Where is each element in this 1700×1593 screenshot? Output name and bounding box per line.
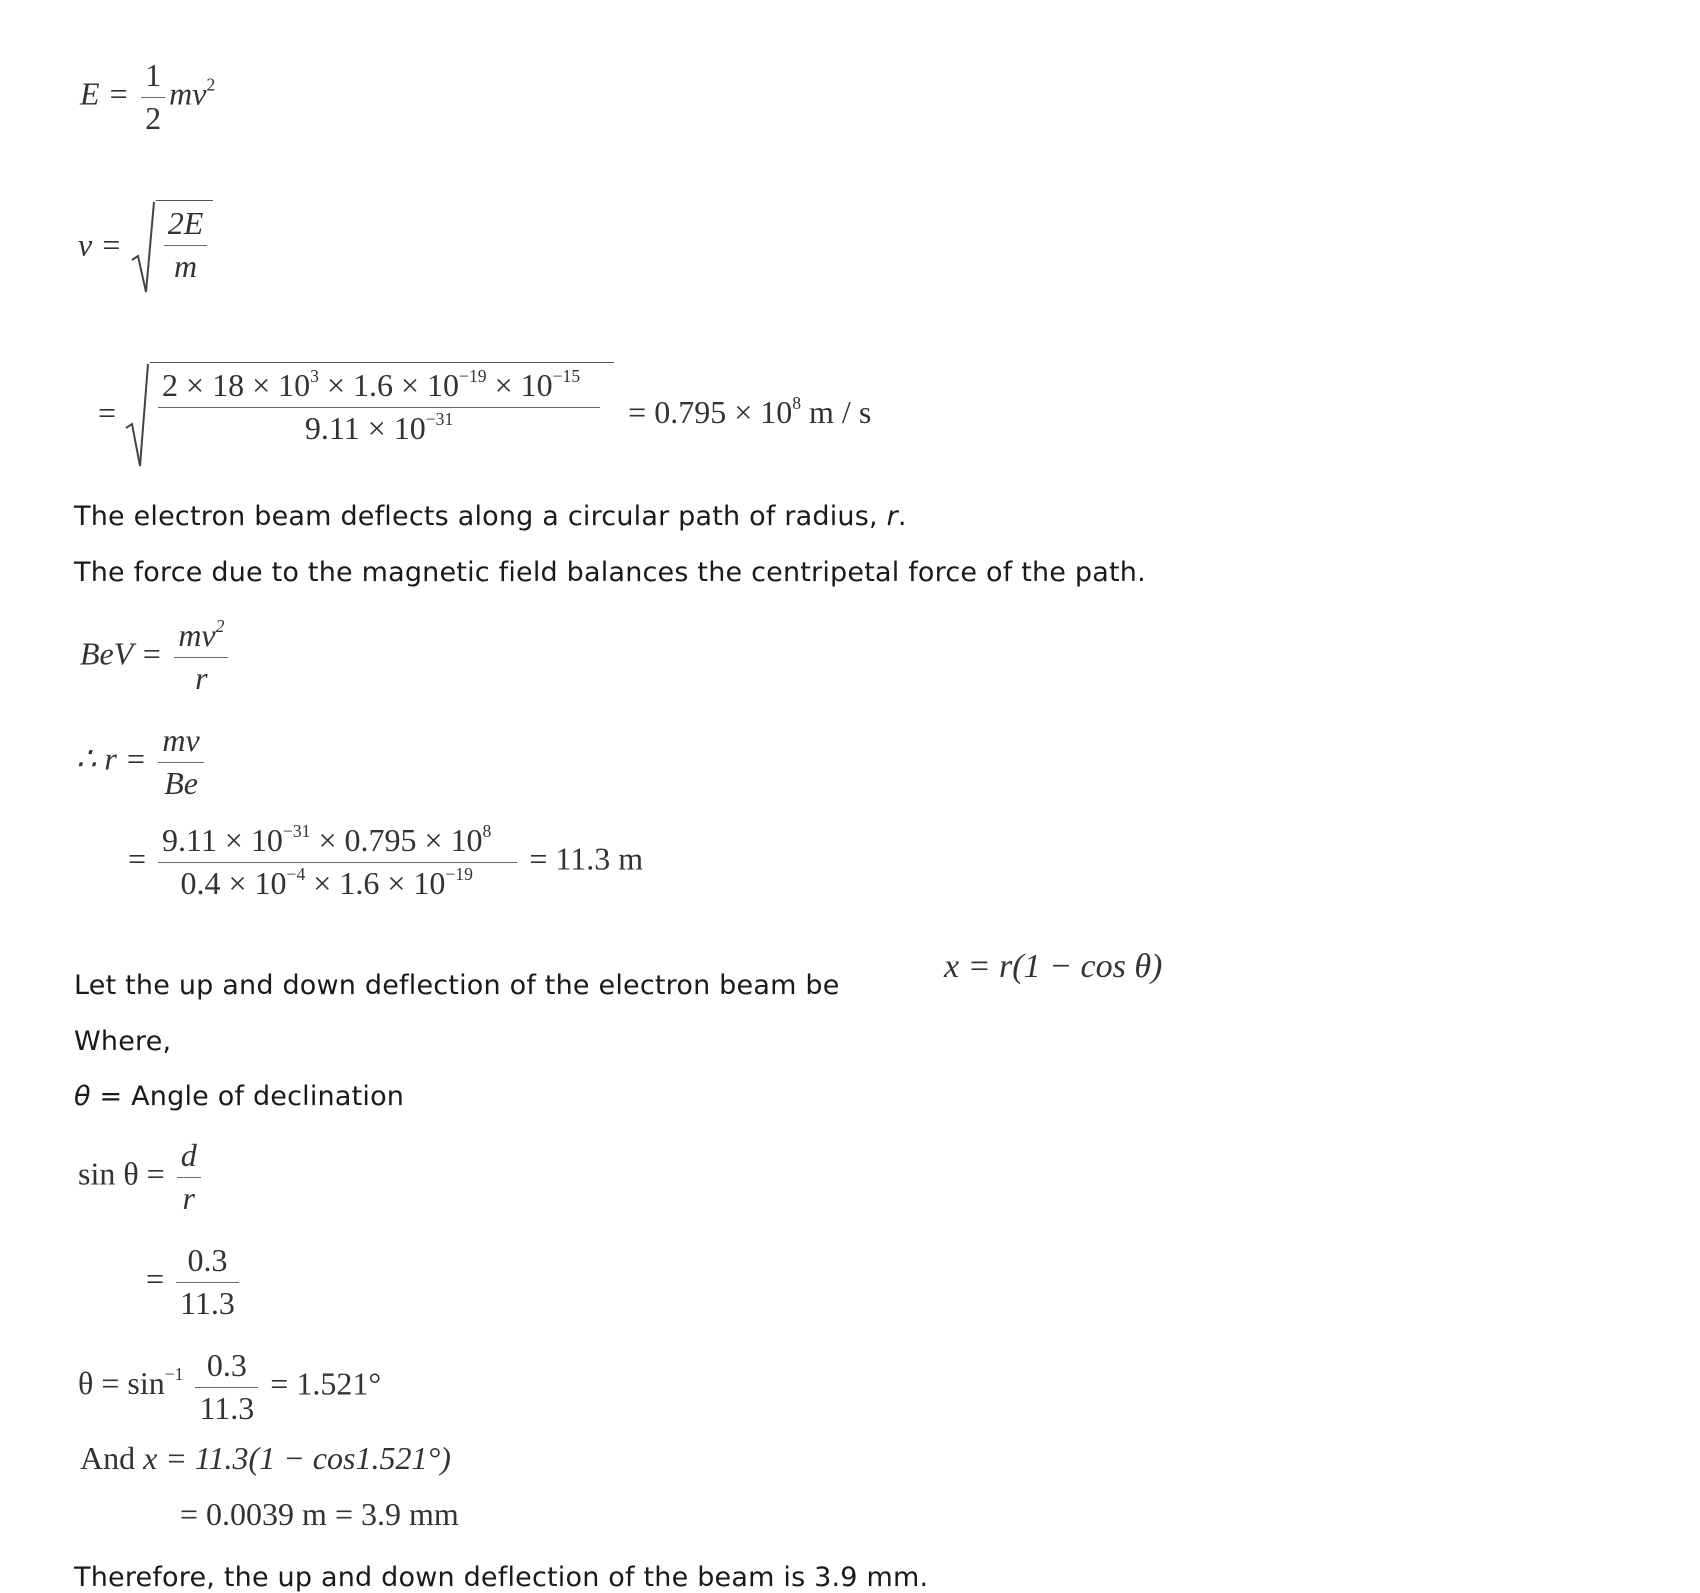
fraction-half: $\frac{1}{2}$ xyxy=(141,55,165,139)
equation-x-substituted: And x = 11.3(1 − cos1.521°) xyxy=(80,1440,451,1476)
theta-result: = 1.521° xyxy=(270,1365,382,1402)
text-where: Where, xyxy=(74,1026,172,1057)
equation-deflection-x: x = r(1 − cos θ) xyxy=(944,948,1163,985)
equation-velocity-calculation: = $\frac{2 \times 18 \times 10^3 \times 1.6 \times 10^{-19} \times 10^{-15}}{9.11 \times 10^{-31}}$ = $0.795 \times 10^8$ m / s xyxy=(98,362,871,470)
velocity-result: = $0.795 \times 10^8$ m / s xyxy=(628,393,872,431)
radical: $\frac{2E}{m}$ xyxy=(130,200,214,296)
radical-sign-icon xyxy=(130,200,156,296)
equation-sin-theta: sin θ = $\frac{d}{r}$ xyxy=(78,1135,205,1219)
radius-result: = 11.3 m xyxy=(529,840,644,877)
text-conclusion: Therefore, the up and down deflection of the beam is 3.9 mm. xyxy=(74,1562,929,1593)
text-electron-deflects: The electron beam deflects along a circular path of radius, r. xyxy=(74,501,907,532)
radical-sign-icon xyxy=(124,362,150,470)
radical-large: $\frac{2 \times 18 \times 10^3 \times 1.6 \times 10^{-19} \times 10^{-15}}{9.11 \times 10^{-31}}$ xyxy=(124,362,614,470)
equation-kinetic-energy: E = $\frac{1}{2}$ $mv^2$ xyxy=(80,55,215,139)
equation-x-final: = 0.0039 m = 3.9 mm xyxy=(180,1496,459,1532)
equation-radius: ∴ r = $\frac{mv}{Be}$ xyxy=(76,720,208,804)
equation-sin-value: = $\frac{0.3}{11.3}$ xyxy=(146,1240,243,1324)
text-theta-definition: θ = Angle of declination xyxy=(74,1081,405,1112)
equation-velocity: v = $\frac{2E}{m}$ xyxy=(78,200,213,296)
equation-theta-value: $\theta = \sin^{-1}$ $\frac{0.3}{11.3}$ = 1.521° xyxy=(78,1347,382,1426)
equation-bev: BeV = $\frac{mv^2}{r}$ xyxy=(80,615,232,699)
equation-radius-calculation: = $\frac{9.11 \times 10^{-31} \times 0.795 \times 10^8}{0.4 \times 10^{-4} \times 1.6 \times 10^{-19}}$ = 11.3 m xyxy=(128,820,644,901)
text-force-balance: The force due to the magnetic field balances the centripetal force of the path. xyxy=(74,557,1146,588)
text-let-deflection: Let the up and down deflection of the electron beam be xyxy=(74,970,840,1001)
